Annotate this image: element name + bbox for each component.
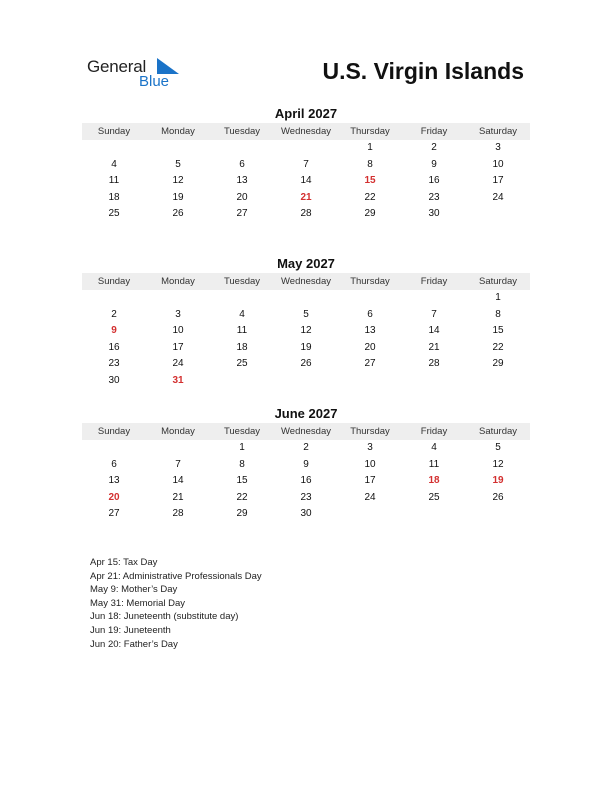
holiday-day-cell: 18 — [428, 475, 440, 486]
day-cell: 23 — [300, 491, 312, 503]
day-cell: 13 — [236, 175, 248, 186]
day-cell: 25 — [428, 491, 440, 503]
day-cell: 1 — [495, 292, 501, 303]
day-cell: 15 — [236, 475, 248, 486]
day-cell: 16 — [300, 475, 312, 486]
week-row — [82, 157, 530, 174]
day-cell: 10 — [172, 325, 184, 336]
day-cell: 28 — [428, 358, 440, 369]
holiday-list — [90, 556, 262, 651]
weekday-label: Wednesday — [281, 126, 331, 137]
empty-day-cell — [146, 290, 210, 307]
weekday-header-row — [82, 423, 530, 440]
month-title: May 2027 — [277, 256, 335, 271]
day-cell: 11 — [428, 458, 440, 470]
empty-day-cell — [402, 506, 466, 523]
weekday-label: Thursday — [350, 426, 390, 437]
month-title: April 2027 — [274, 106, 338, 121]
weekday-label: Monday — [161, 276, 195, 287]
day-cell: 10 — [492, 158, 504, 170]
generalblue-logo — [87, 57, 187, 91]
day-cell: 11 — [108, 175, 120, 186]
week-row — [82, 490, 530, 507]
day-cell: 27 — [364, 358, 376, 369]
empty-day-cell — [82, 140, 146, 157]
day-cell: 14 — [300, 175, 312, 186]
empty-day-cell — [402, 373, 466, 390]
day-cell: 25 — [108, 208, 120, 219]
day-cell: 22 — [364, 191, 376, 203]
day-cell: 2 — [303, 442, 309, 453]
day-cell: 27 — [236, 208, 248, 219]
day-cell: 28 — [300, 208, 312, 219]
weekday-label: Monday — [161, 126, 195, 137]
holiday-note: Jun 20: Father’s Day — [90, 638, 178, 650]
empty-day-cell — [82, 290, 146, 307]
week-row — [82, 473, 530, 490]
day-cell: 8 — [495, 308, 501, 320]
weekday-label: Friday — [420, 276, 448, 287]
weekday-label: Tuesday — [223, 276, 261, 287]
weekday-label: Sunday — [97, 426, 131, 437]
weekday-label: Thursday — [350, 276, 390, 287]
day-cell: 29 — [364, 208, 376, 219]
week-row — [82, 356, 530, 373]
week-row — [82, 506, 530, 523]
day-cell: 23 — [428, 191, 440, 203]
week-row — [82, 307, 530, 324]
week-row — [82, 323, 530, 340]
day-cell: 3 — [175, 308, 181, 320]
day-cell: 20 — [236, 191, 248, 203]
holiday-note: May 31: Memorial Day — [90, 597, 186, 609]
month-calendar-may — [82, 256, 530, 389]
day-cell: 5 — [495, 442, 501, 453]
day-cell: 30 — [108, 374, 120, 386]
holiday-note: Apr 15: Tax Day — [90, 557, 158, 568]
holiday-day-cell: 19 — [492, 475, 504, 486]
day-cell: 21 — [428, 341, 440, 353]
day-cell: 30 — [300, 508, 312, 519]
day-cell: 18 — [108, 191, 120, 203]
week-row — [82, 457, 530, 474]
empty-day-cell — [338, 290, 402, 307]
day-cell: 4 — [111, 158, 117, 170]
empty-day-cell — [274, 140, 338, 157]
week-row — [82, 373, 530, 390]
day-cell: 8 — [239, 458, 245, 470]
day-cell: 6 — [367, 308, 373, 320]
empty-day-cell — [466, 206, 530, 223]
holiday-day-cell: 20 — [108, 491, 120, 503]
weekday-label: Saturday — [478, 126, 518, 137]
empty-day-cell — [274, 290, 338, 307]
day-cell: 13 — [364, 325, 376, 336]
weekday-label: Saturday — [478, 276, 518, 287]
week-row — [82, 206, 530, 223]
day-cell: 1 — [367, 142, 373, 153]
day-cell: 25 — [236, 358, 248, 369]
empty-day-cell — [210, 290, 274, 307]
day-cell: 4 — [239, 308, 245, 320]
empty-day-cell — [338, 506, 402, 523]
day-cell: 2 — [111, 308, 117, 320]
weekday-label: Friday — [420, 126, 448, 137]
day-cell: 24 — [492, 191, 504, 203]
month-title: June 2027 — [274, 406, 338, 421]
day-cell: 4 — [431, 442, 437, 453]
empty-day-cell — [466, 373, 530, 390]
day-cell: 11 — [236, 325, 248, 336]
weekday-label: Tuesday — [223, 426, 261, 437]
month-calendar-april — [82, 106, 530, 223]
day-cell: 14 — [172, 475, 184, 486]
day-cell: 1 — [239, 442, 245, 453]
weekday-label: Sunday — [97, 126, 131, 137]
weekday-header-row — [82, 123, 530, 140]
day-cell: 24 — [364, 491, 376, 503]
holiday-day-cell: 31 — [172, 374, 184, 386]
day-cell: 12 — [300, 325, 312, 336]
day-cell: 16 — [108, 341, 120, 353]
weekday-label: Wednesday — [281, 276, 331, 287]
weekday-label: Wednesday — [281, 426, 331, 437]
day-cell: 26 — [172, 208, 184, 219]
holiday-note: Jun 18: Juneteenth (substitute day) — [90, 611, 239, 623]
week-row — [82, 440, 530, 457]
holiday-day-cell: 15 — [364, 175, 376, 186]
empty-day-cell — [402, 290, 466, 307]
day-cell: 17 — [492, 175, 504, 186]
day-cell: 10 — [364, 458, 376, 470]
day-cell: 9 — [303, 458, 309, 470]
empty-day-cell — [210, 373, 274, 390]
weekday-label: Thursday — [350, 126, 390, 137]
day-cell: 27 — [108, 508, 120, 519]
day-cell: 24 — [172, 358, 184, 369]
day-cell: 19 — [172, 191, 184, 203]
day-cell: 16 — [428, 175, 440, 186]
day-cell: 17 — [172, 341, 184, 353]
day-cell: 6 — [239, 158, 245, 170]
day-cell: 23 — [108, 358, 120, 369]
week-row — [82, 173, 530, 190]
holiday-note: Jun 19: Juneteenth — [90, 624, 171, 636]
page-title: U.S. Virgin Islands — [322, 58, 524, 84]
empty-day-cell — [466, 506, 530, 523]
logo-triangle-icon — [157, 58, 179, 74]
day-cell: 12 — [492, 458, 504, 470]
empty-day-cell — [274, 373, 338, 390]
day-cell: 30 — [428, 208, 440, 219]
day-cell: 21 — [172, 491, 184, 503]
day-cell: 7 — [175, 458, 181, 470]
day-cell: 5 — [175, 158, 181, 170]
day-cell: 22 — [236, 491, 248, 503]
empty-day-cell — [146, 440, 210, 457]
week-row — [82, 340, 530, 357]
day-cell: 12 — [172, 175, 184, 186]
logo-text-blue: Blue — [139, 73, 170, 90]
weekday-label: Tuesday — [223, 126, 261, 137]
day-cell: 3 — [495, 142, 501, 153]
day-cell: 19 — [300, 341, 312, 353]
weekday-label: Saturday — [478, 426, 518, 437]
holiday-day-cell: 21 — [300, 191, 312, 203]
weekday-label: Monday — [161, 426, 195, 437]
day-cell: 26 — [300, 358, 312, 369]
month-calendar-june — [82, 406, 530, 523]
holiday-day-cell: 9 — [111, 325, 117, 336]
empty-day-cell — [82, 440, 146, 457]
empty-day-cell — [338, 373, 402, 390]
weekday-label: Sunday — [97, 276, 131, 287]
day-cell: 7 — [303, 158, 309, 170]
day-cell: 5 — [303, 308, 309, 320]
day-cell: 29 — [492, 358, 504, 369]
logo-text-general: General — [87, 57, 147, 76]
day-cell: 22 — [492, 341, 504, 353]
day-cell: 8 — [367, 158, 373, 170]
holiday-note: May 9: Mother’s Day — [90, 584, 178, 596]
day-cell: 7 — [431, 308, 437, 320]
day-cell: 14 — [428, 325, 440, 336]
week-row — [82, 190, 530, 207]
day-cell: 9 — [431, 158, 437, 170]
day-cell: 18 — [236, 341, 248, 353]
week-row — [82, 140, 530, 157]
week-row — [82, 290, 530, 307]
day-cell: 13 — [108, 475, 120, 486]
empty-day-cell — [210, 140, 274, 157]
day-cell: 20 — [364, 341, 376, 353]
weekday-header-row — [82, 273, 530, 290]
empty-day-cell — [146, 140, 210, 157]
day-cell: 3 — [367, 442, 373, 453]
holiday-note: Apr 21: Administrative Professionals Day — [90, 570, 262, 582]
day-cell: 17 — [364, 475, 376, 486]
day-cell: 29 — [236, 508, 248, 519]
day-cell: 6 — [111, 458, 117, 470]
day-cell: 2 — [431, 142, 437, 153]
day-cell: 15 — [492, 325, 504, 336]
day-cell: 26 — [492, 491, 504, 503]
weekday-label: Friday — [420, 426, 448, 437]
day-cell: 28 — [172, 508, 184, 519]
